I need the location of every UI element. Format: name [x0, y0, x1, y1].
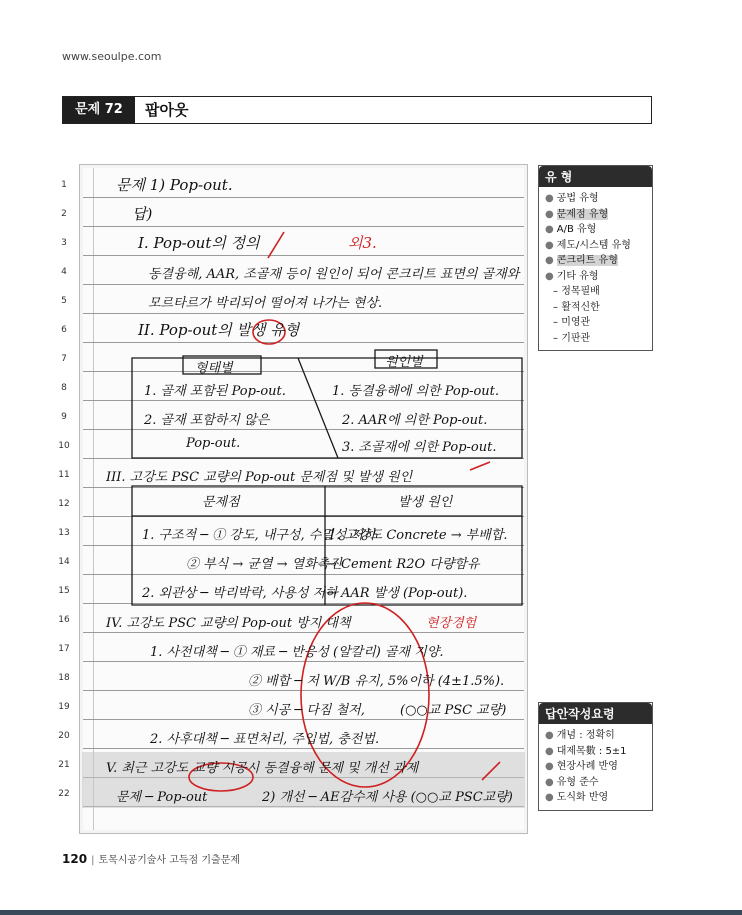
bullet-icon: ● [545, 792, 554, 803]
margin-line [93, 168, 94, 830]
question-number: 문제 72 [63, 97, 135, 123]
line-number: 1 [61, 180, 67, 190]
type-item: ● 제도/시스템 유형 [545, 239, 631, 251]
ruled-line [83, 661, 524, 662]
question-header [62, 96, 652, 124]
ruled-line [83, 197, 524, 198]
bullet-icon: ● [545, 745, 554, 757]
ruled-line [83, 255, 524, 256]
type-sidebar [538, 165, 653, 351]
line-number: 7 [61, 354, 67, 364]
note-line-text: 문제 1) Pop-out. [116, 176, 233, 194]
note-line-text: 2) 개선 ─ AE감수제 사용 (○○교 PSC교량) [262, 790, 513, 805]
ruled-line [83, 632, 524, 633]
tip-item: ● 현장사례 반영 [545, 761, 618, 772]
line-number: 11 [58, 470, 70, 480]
note-line-text: 답) [132, 205, 153, 223]
note-line-text: ② 부식 → 균열 → 열화촉진 [186, 557, 342, 572]
ruled-line [83, 226, 524, 227]
note-annotation: 현장경험 [426, 616, 477, 631]
bullet-icon: ● [545, 255, 554, 266]
ruled-line [83, 690, 524, 691]
bullet-icon: ● [545, 208, 554, 220]
ruled-line [83, 545, 524, 546]
ruled-line [83, 371, 524, 372]
ruled-line [83, 748, 524, 749]
table-label: 형태별 [195, 361, 233, 376]
note-line-text: 2. 골재 포함하지 않은 [144, 413, 270, 428]
note-line-text: 1. 골재 포함된 Pop-out. [144, 384, 286, 399]
ruled-line [83, 284, 524, 285]
line-number: 13 [58, 528, 70, 538]
answer-tips-sidebar [538, 702, 653, 811]
note-line-text: V. 최근 고강도 교량 시공시 동결융해 문제 및 개선 과제 [106, 761, 419, 776]
note-line-text: III. 고강도 PSC 교량의 Pop-out 문제점 및 발생 원인 [106, 470, 413, 485]
note-line-text: 1. 사전대책 ─ ① 재료 ─ 반응성 (알칼리) 골재 지양. [150, 645, 444, 660]
ruled-line [83, 429, 524, 430]
note-line-text: 2. 외관상 ─ 박리박락, 사용성 저하 [142, 586, 338, 601]
type-item: ● 공법 유형 [545, 193, 599, 204]
ruled-line [83, 400, 524, 401]
note-line-text: ② 배합 ─ 저 W/B 유지, 5%이하 (4±1.5%). [248, 674, 505, 689]
ruled-line [83, 342, 524, 343]
ruled-line [83, 603, 524, 604]
bullet-icon: ● [545, 776, 554, 788]
bullet-icon: ● [545, 224, 554, 235]
line-number: 9 [61, 412, 67, 422]
note-line-text: 3. 조골재에 의한 Pop-out. [342, 440, 497, 455]
question-title: 팝아웃 [145, 101, 189, 119]
ruled-line [83, 313, 524, 314]
note-line-text: ③ 시공 ─ 다짐 철저, [248, 703, 365, 718]
tip-item: ● 대제목數 : 5±1 [545, 745, 627, 757]
line-number: 8 [61, 383, 67, 393]
line-number: 22 [58, 789, 70, 799]
tip-item: ● 유형 준수 [545, 776, 599, 788]
type-item-highlighted: ● 문제점 유형 [545, 208, 609, 220]
type-sub-item: – 기판관 [553, 332, 591, 344]
line-number: 21 [58, 760, 70, 770]
bullet-icon: ● [545, 193, 554, 204]
ruled-line [83, 487, 524, 488]
answer-tips-list [539, 724, 652, 810]
tip-item: ● 개념 : 정확히 [545, 730, 615, 741]
note-line-text: I. Pop-out의 정의 [138, 234, 260, 252]
page-number: 120 [62, 852, 88, 866]
ruled-line [83, 574, 524, 575]
line-number: 5 [61, 296, 67, 306]
line-number: 4 [61, 267, 67, 277]
line-number: 12 [58, 499, 70, 509]
line-number: 2 [61, 209, 67, 219]
bullet-icon: ● [545, 761, 554, 772]
type-sidebar-heading: 유 형 [539, 166, 652, 187]
bullet-icon: ● [545, 270, 554, 282]
ruled-line [83, 719, 524, 720]
type-item: ● A/B 유형 [545, 224, 597, 235]
note-line-text: IV. 고강도 PSC 교량의 Pop-out 방지 대책 [106, 616, 351, 631]
type-sub-item: – 정목필배 [553, 286, 600, 297]
line-number: 17 [58, 644, 70, 654]
note-line-text: 문제 ─ Pop-out [116, 790, 208, 805]
note-line-text: Pop-out. [186, 436, 241, 451]
note-line-text: 1. 구조적 ─ ① 강도, 내구성, 수밀성 저하 [142, 528, 376, 543]
note-line-text: → AAR 발생 (Pop-out). [326, 586, 468, 601]
tip-item: ● 도식화 반영 [545, 792, 609, 803]
note-line-text: → Cement R2O 다량함유 [326, 557, 480, 572]
note-line-text: 2. AAR에 의한 Pop-out. [342, 413, 488, 428]
footer-separator: | [91, 855, 95, 866]
ruled-line [83, 516, 524, 517]
line-number: 10 [58, 441, 70, 451]
line-number: 20 [58, 731, 70, 741]
type-list [539, 187, 652, 350]
bullet-icon: ● [545, 730, 554, 741]
note-line-text: 동결융해, AAR, 조골재 등이 원인이 되어 콘크리트 표면의 골재와 [148, 267, 520, 282]
line-number: 14 [58, 557, 70, 567]
line-number: 19 [58, 702, 70, 712]
type-item-highlighted: ● 콘크리트 유형 [545, 255, 618, 266]
line-number: 15 [58, 586, 70, 596]
type-sub-item: – 활적신한 [553, 301, 600, 313]
ruled-line [83, 458, 524, 459]
note-line-text: 1. 고강도 Concrete → 부배합. [328, 528, 508, 543]
site-url[interactable]: www.seoulpe.com [62, 50, 162, 63]
table-label: 발생 원인 [398, 495, 453, 510]
note-line-text: II. Pop-out의 발생 유형 [138, 321, 300, 339]
note-line-text: (○○교 PSC 교량) [400, 703, 507, 718]
page-footer [62, 851, 240, 866]
table-label: 원인별 [385, 355, 423, 370]
note-line-text: 1. 동결융해에 의한 Pop-out. [332, 384, 500, 399]
line-number: 18 [58, 673, 70, 683]
table-label: 문제점 [202, 495, 240, 510]
answer-tips-heading: 답안작성요령 [539, 703, 652, 724]
note-annotation: 외3. [348, 234, 377, 252]
type-sub-item: – 미영관 [553, 317, 591, 328]
note-line-text: 모르타르가 박리되어 떨어져 나가는 현상. [148, 296, 383, 311]
line-number: 3 [61, 238, 67, 248]
note-line-text: 2. 사후대책 ─ 표면처리, 주입법, 충전법. [150, 732, 380, 747]
bottom-rule [0, 910, 742, 915]
line-number: 6 [61, 325, 67, 335]
type-item: ● 기타 유형 [545, 270, 599, 282]
bullet-icon: ● [545, 239, 554, 251]
book-title: 토목시공기술사 고득점 기출문제 [98, 855, 241, 866]
line-number: 16 [58, 615, 70, 625]
